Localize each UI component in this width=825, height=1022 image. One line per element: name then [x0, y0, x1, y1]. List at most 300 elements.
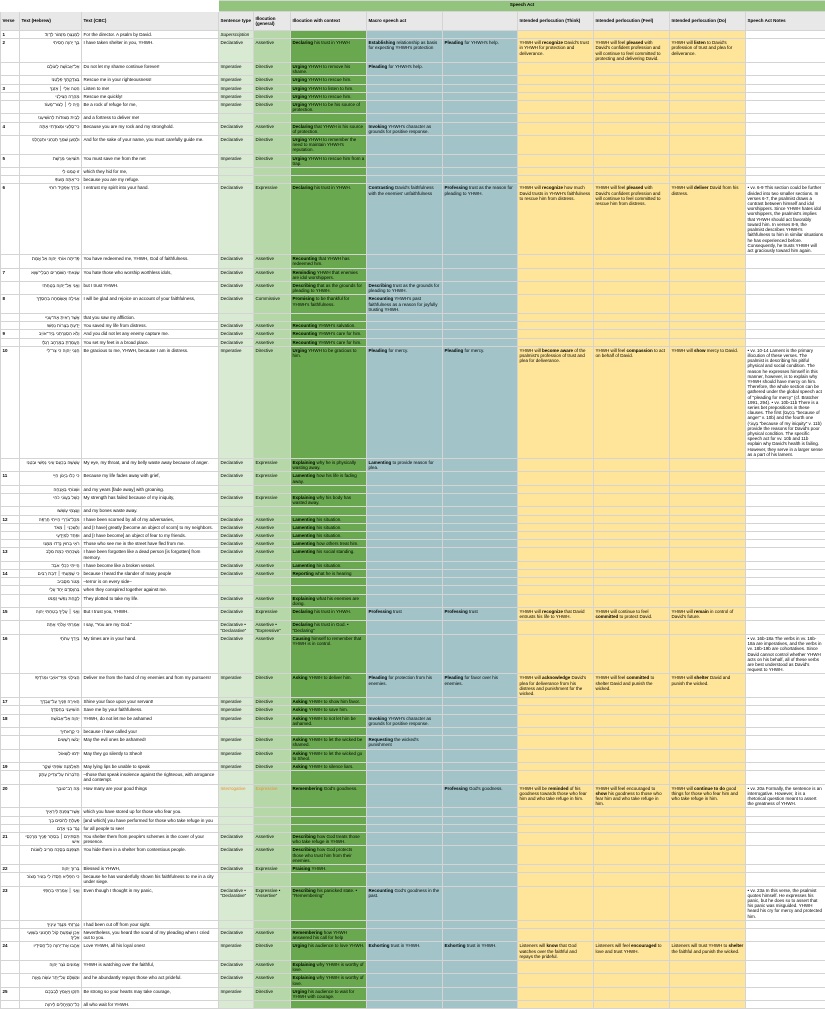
illocution-general: Directive — [254, 749, 291, 762]
speech-act-group-header: Speech Act — [219, 1, 825, 12]
perlocution-feel — [594, 548, 670, 561]
cbc-text: Deliver me from the hand of my enemies and from my pursuers! — [82, 674, 219, 698]
sentence-type: Declarative • "Declarative" — [219, 886, 254, 920]
sentence-type: Interrogative — [219, 784, 254, 808]
perlocution-think — [518, 31, 594, 39]
sentence-type: Declarative — [219, 122, 254, 135]
cbc-text: I will be glad and rejoice on account of your faithfulness, — [82, 295, 219, 314]
perlocution-do: Listeners will trust YHWH to shelter the faithful and punish the wicked. — [670, 942, 746, 961]
perlocution-think — [518, 586, 594, 594]
perlocution-do — [670, 176, 746, 184]
verse-number — [1, 494, 20, 507]
table-row — [1, 727, 825, 735]
perlocution-do — [670, 31, 746, 39]
hebrew-text: כָּל־הַמְיַחֲלִים לַיהוָה׃ — [20, 1001, 82, 1009]
perlocution-feel — [594, 84, 670, 92]
cbc-text: and my bones waste away. — [82, 507, 219, 515]
macro-speech-act-2 — [443, 507, 518, 515]
speech-act-note — [746, 63, 825, 76]
sentence-type: Imperative — [219, 736, 254, 749]
speech-act-note — [746, 295, 825, 314]
cbc-text: But I trust you, YHWH. — [82, 608, 219, 621]
verse-number: 23 — [1, 886, 20, 920]
table-row — [1, 698, 825, 706]
hebrew-text: בָּרוּךְ יְהוָה — [20, 865, 82, 873]
perlocution-do — [670, 532, 746, 540]
perlocution-do: YHWH will remain in control of David's future. — [670, 608, 746, 621]
verse-number — [1, 485, 20, 493]
perlocution-feel — [594, 832, 670, 845]
table-row — [1, 987, 825, 1000]
sentence-type — [219, 1001, 254, 1009]
illocution-context: Urging YHWH to rescue him from a trap. — [291, 154, 367, 167]
perlocution-feel — [594, 168, 670, 176]
macro-speech-act — [367, 621, 443, 634]
macro-speech-act — [367, 313, 443, 321]
macro-speech-act — [367, 92, 443, 100]
hebrew-text: וְלִשְׁכֵנַי ׀ מְאֹד — [20, 523, 82, 531]
macro-speech-act-2 — [443, 886, 518, 920]
sentence-type — [219, 873, 254, 886]
hebrew-text: הַצִּילֵנִי מִיַּד־אוֹיְבַי וּמֵרֹדְפָי׃ — [20, 674, 82, 698]
macro-speech-act — [367, 472, 443, 485]
illocution-general: Directive — [254, 736, 291, 749]
table-row — [1, 961, 825, 974]
perlocution-think — [518, 472, 594, 485]
sentence-type: Declarative — [219, 865, 254, 873]
macro-speech-act-2 — [443, 540, 518, 548]
macro-speech-act — [367, 540, 443, 548]
cbc-text: and [I have] greatly [become an object of scorn] to my neighbors. — [82, 523, 219, 531]
illocution-general — [254, 168, 291, 176]
perlocution-feel — [594, 808, 670, 816]
hebrew-text: וַעֲצָמַי עָשֵׁשׁוּ׃ — [20, 507, 82, 515]
verse-number — [1, 101, 20, 114]
perlocution-think — [518, 749, 594, 762]
perlocution-feel — [594, 873, 670, 886]
illocution-context: Urging YHWH to be his source of protection. — [291, 101, 367, 114]
perlocution-think — [518, 621, 594, 634]
macro-speech-act — [367, 268, 443, 281]
macro-speech-act — [367, 594, 443, 607]
hebrew-text: כִּי שָׁמַעְתִּי ׀ דִּבַּת רַבִּים — [20, 570, 82, 578]
perlocution-feel — [594, 540, 670, 548]
hebrew-text: בְּיָדְךָ עִתֹּתָי — [20, 634, 82, 673]
table-row — [1, 114, 825, 122]
perlocution-think: YHWH will acknowledge David's plea for deliverance from his distress and punishment for the wicked. — [518, 674, 594, 698]
cbc-text: Because you are my rock and my stronghold. — [82, 122, 219, 135]
perlocution-do — [670, 727, 746, 735]
hebrew-text: נִשְׁכַּחְתִּי כְּמֵת מִלֵּב — [20, 548, 82, 561]
illocution-general: Directive — [254, 714, 291, 727]
perlocution-think — [518, 515, 594, 523]
macro-speech-act — [367, 974, 443, 987]
verse-number — [1, 63, 20, 76]
cbc-text: because he has wonderfully shown his faithfulness to me in a city under siege. — [82, 873, 219, 886]
verse-number — [1, 540, 20, 548]
illocution-context: Urging YHWH to be gracious to him. — [291, 346, 367, 458]
hebrew-text: כִּי־סַלְעִי וּמְצוּדָתִי אָתָּה — [20, 122, 82, 135]
column-header: Intended perlocution (Think) — [518, 12, 594, 31]
verse-number — [1, 873, 20, 886]
hebrew-text: זוּ טָמְנוּ לִי — [20, 168, 82, 176]
speech-act-note — [746, 762, 825, 770]
illocution-general: Expressive — [254, 865, 291, 873]
sentence-type — [219, 507, 254, 515]
sentence-type: Declarative — [219, 523, 254, 531]
illocution-context: Explaining why he is physically wasting away. — [291, 459, 367, 472]
table-row — [1, 865, 825, 873]
speech-act-note — [746, 621, 825, 634]
hebrew-text: הָאִירָה פָנֶיךָ עַל־עַבְדֶּךָ — [20, 698, 82, 706]
perlocution-think — [518, 727, 594, 735]
sentence-type: Imperative — [219, 714, 254, 727]
table-row — [1, 39, 825, 63]
verse-number — [1, 1001, 20, 1009]
perlocution-feel — [594, 714, 670, 727]
perlocution-do — [670, 136, 746, 155]
perlocution-do — [670, 824, 746, 832]
perlocution-think — [518, 507, 594, 515]
sentence-type — [219, 816, 254, 824]
perlocution-think — [518, 634, 594, 673]
perlocution-do: YHWH will shelter David and punish the wicked. — [670, 674, 746, 698]
table-row — [1, 346, 825, 458]
speech-act-note — [746, 974, 825, 987]
sentence-type: Declarative — [219, 594, 254, 607]
sentence-type: Superscription — [219, 31, 254, 39]
perlocution-do — [670, 634, 746, 673]
macro-speech-act — [367, 176, 443, 184]
perlocution-think — [518, 706, 594, 714]
perlocution-feel — [594, 92, 670, 100]
sentence-type: Declarative — [219, 846, 254, 865]
sentence-type: Declarative — [219, 961, 254, 974]
hebrew-text: הָיִיתִי כִּכְלִי אֹבֵד׃ — [20, 561, 82, 569]
verse-number: 17 — [1, 698, 20, 706]
table-row — [1, 515, 825, 523]
perlocution-feel — [594, 176, 670, 184]
perlocution-feel — [594, 987, 670, 1000]
illocution-context: Asking YHWH to not let him be ashamed. — [291, 714, 367, 727]
illocution-general — [254, 31, 291, 39]
illocution-general: Assertive — [254, 122, 291, 135]
perlocution-think — [518, 494, 594, 507]
speech-act-note — [746, 39, 825, 63]
verse-number — [1, 532, 20, 540]
macro-speech-act-2 — [443, 873, 518, 886]
hebrew-text: אֲשֶׁר רָאִיתָ אֶת־עָנְיִי — [20, 313, 82, 321]
perlocution-feel — [594, 523, 670, 531]
table-row — [1, 886, 825, 920]
perlocution-do — [670, 122, 746, 135]
illocution-general: Assertive — [254, 281, 291, 294]
verse-number — [1, 824, 20, 832]
perlocution-feel — [594, 255, 670, 268]
sentence-type: Imperative — [219, 698, 254, 706]
sentence-type: Imperative — [219, 346, 254, 458]
hebrew-text: עָשְׁשָׁה בְכַעַס עֵינִי נַפְשִׁי וּבִטְנִי׃ — [20, 459, 82, 472]
speech-act-note — [746, 832, 825, 845]
illocution-general: Expressive • "Assertive" — [254, 886, 291, 920]
hebrew-text: הֱיֵה לִי ׀ לְצוּר־מָעוֹז — [20, 101, 82, 114]
perlocution-think — [518, 268, 594, 281]
macro-speech-act-2 — [443, 824, 518, 832]
hebrew-text: הַדֹּבְרוֹת עַל־צַדִּיק עָתָק — [20, 771, 82, 784]
illocution-context: Urging YHWH to listen to him. — [291, 84, 367, 92]
sentence-type: Declarative — [219, 472, 254, 485]
table-row — [1, 184, 825, 255]
perlocution-think — [518, 101, 594, 114]
speech-act-note — [746, 824, 825, 832]
hebrew-text: חִזְקוּ וְיַאֲמֵץ לְבַבְכֶם — [20, 987, 82, 1000]
perlocution-feel: YHWH will feel pleased with David's confident profession and will continue to feel committed to protecting and delivering David. — [594, 39, 670, 63]
macro-speech-act-2 — [443, 974, 518, 987]
illocution-context: Declaring his trust in God. • "Declaring" — [291, 621, 367, 634]
illocution-general: Assertive — [254, 548, 291, 561]
hebrew-text: יְהוָה אַל־אֵבוֹשָׁה — [20, 714, 82, 727]
perlocution-do — [670, 313, 746, 321]
speech-act-note — [746, 698, 825, 706]
perlocution-do — [670, 706, 746, 714]
macro-speech-act: Recounting God's goodness in the past. — [367, 886, 443, 920]
speech-act-note — [746, 76, 825, 84]
verse-number — [1, 594, 20, 607]
perlocution-think — [518, 886, 594, 920]
sentence-type — [219, 920, 254, 928]
perlocution-do — [670, 873, 746, 886]
illocution-general: Assertive — [254, 929, 291, 942]
perlocution-feel: YHWH will continue to feel committed to protect David. — [594, 608, 670, 621]
illocution-context: Urging his audience to love YHWH. — [291, 942, 367, 961]
hebrew-text: נִגְרַזְתִּי מִנֶּגֶד עֵינֶיךָ — [20, 920, 82, 928]
sentence-type — [219, 578, 254, 586]
hebrew-text: רֹאַי בַּחוּץ נָדְדוּ מִמֶּנִּי׃ — [20, 540, 82, 548]
perlocution-think — [518, 84, 594, 92]
cbc-text: that you saw my affliction. — [82, 313, 219, 321]
verse-number — [1, 561, 20, 569]
verse-number: 2 — [1, 39, 20, 63]
cbc-text: for all people to see! — [82, 824, 219, 832]
cbc-text: and he abundantly repays those who act prideful. — [82, 974, 219, 987]
cbc-text: You set my feet in a broad place. — [82, 338, 219, 346]
cbc-text: because you are my refuge. — [82, 176, 219, 184]
illocution-context — [291, 824, 367, 832]
sentence-type — [219, 808, 254, 816]
cbc-text: YHWH is watching over the faithful, — [82, 961, 219, 974]
verse-number: 8 — [1, 295, 20, 314]
cbc-text: I have been forgotten like a dead person [is forgotten] from memory. — [82, 548, 219, 561]
macro-speech-act-2 — [443, 84, 518, 92]
macro-speech-act — [367, 771, 443, 784]
illocution-general: Directive — [254, 942, 291, 961]
cbc-text: You saved my life from distress. — [82, 322, 219, 330]
illocution-context — [291, 586, 367, 594]
cbc-text: I have become like a broken vessel. — [82, 561, 219, 569]
perlocution-think — [518, 929, 594, 942]
verse-number: 25 — [1, 987, 20, 1000]
column-header-row — [1, 12, 825, 31]
perlocution-feel — [594, 762, 670, 770]
perlocution-think: YHWH will be reminded of his goodness towards those who fear him and who take refuge in him. — [518, 784, 594, 808]
macro-speech-act — [367, 154, 443, 167]
cbc-text: Shine your face upon your servant! — [82, 698, 219, 706]
verse-number: 14 — [1, 570, 20, 578]
cbc-text: because I have called you! — [82, 727, 219, 735]
table-row — [1, 313, 825, 321]
sentence-type: Imperative — [219, 706, 254, 714]
illocution-context — [291, 176, 367, 184]
perlocution-do — [670, 540, 746, 548]
macro-speech-act — [367, 523, 443, 531]
illocution-general — [254, 578, 291, 586]
illocution-context: Causing himself to remember that YHWH is in control. — [291, 634, 367, 673]
perlocution-do — [670, 168, 746, 176]
illocution-general — [254, 808, 291, 816]
cbc-text: My strength has failed because of my iniquity, — [82, 494, 219, 507]
illocution-general: Assertive — [254, 961, 291, 974]
perlocution-do — [670, 515, 746, 523]
perlocution-feel — [594, 865, 670, 873]
cbc-text: And for the sake of your name, you must carefully guide me. — [82, 136, 219, 155]
sentence-type: Imperative — [219, 92, 254, 100]
macro-speech-act — [367, 84, 443, 92]
sentence-type — [219, 771, 254, 784]
macro-speech-act — [367, 762, 443, 770]
perlocution-do — [670, 76, 746, 84]
perlocution-feel — [594, 485, 670, 493]
illocution-general — [254, 114, 291, 122]
perlocution-think — [518, 578, 594, 586]
cbc-text: You shelter them from people's schemes in the cover of your presence. — [82, 832, 219, 845]
macro-speech-act-2: Professing God's goodness. — [443, 784, 518, 808]
verse-number — [1, 507, 20, 515]
macro-speech-act — [367, 873, 443, 886]
perlocution-feel: YHWH will feel pleased with David's confident profession and will continue to feel committed to rescue him from distress. — [594, 184, 670, 255]
perlocution-do — [670, 594, 746, 607]
macro-speech-act — [367, 485, 443, 493]
macro-speech-act: Pleading for mercy. — [367, 346, 443, 458]
sentence-type: Declarative • "Declarative" — [219, 621, 254, 634]
macro-speech-act-2 — [443, 920, 518, 928]
table-body — [1, 31, 825, 1009]
macro-speech-act-2 — [443, 114, 518, 122]
macro-speech-act-2 — [443, 122, 518, 135]
illocution-general — [254, 1001, 291, 1009]
illocution-general: Expressive — [254, 459, 291, 472]
macro-speech-act — [367, 824, 443, 832]
illocution-general: Directive — [254, 698, 291, 706]
speech-act-note — [746, 136, 825, 155]
hebrew-text: נֶגֶד בְּנֵי אָדָם׃ — [20, 824, 82, 832]
macro-speech-act — [367, 330, 443, 338]
hebrew-text: פָּעַלְתָּ לַחֹסִים בָּךְ — [20, 816, 82, 824]
sentence-type: Declarative — [219, 494, 254, 507]
macro-speech-act-2 — [443, 586, 518, 594]
table-row — [1, 920, 825, 928]
macro-speech-act-2 — [443, 515, 518, 523]
sentence-type: Declarative — [219, 548, 254, 561]
macro-speech-act — [367, 570, 443, 578]
speech-act-note — [746, 532, 825, 540]
illocution-context — [291, 507, 367, 515]
illocution-general: Assertive — [254, 515, 291, 523]
illocution-context: Declaring his trust in YHWH. — [291, 184, 367, 255]
perlocution-think — [518, 459, 594, 472]
macro-speech-act-2: Pleading for mercy. — [443, 346, 518, 458]
macro-speech-act-2 — [443, 281, 518, 294]
table-row — [1, 268, 825, 281]
sentence-type: Declarative — [219, 39, 254, 63]
hebrew-text: וּמְשַׁלֵּם עַל־יֶתֶר עֹשֵׂה גַאֲוָה׃ — [20, 974, 82, 987]
column-header: Illocution (general) — [254, 12, 291, 31]
perlocution-think — [518, 816, 594, 824]
macro-speech-act-2 — [443, 338, 518, 346]
illocution-context: Remembering God's goodness. — [291, 784, 367, 808]
perlocution-think: Listeners will know that God watches over the faithful and repays the prideful. — [518, 942, 594, 961]
illocution-general — [254, 586, 291, 594]
column-header: Intended perlocution (Do) — [670, 12, 746, 31]
verse-number — [1, 846, 20, 865]
column-header: Speech Act Notes — [746, 12, 825, 31]
sentence-type — [219, 176, 254, 184]
macro-speech-act: Requesting the wicked's punishment — [367, 736, 443, 749]
macro-speech-act-2 — [443, 168, 518, 176]
illocution-context: Explaining why YHWH is worthy of love. — [291, 974, 367, 987]
verse-number — [1, 961, 20, 974]
macro-speech-act-2 — [443, 101, 518, 114]
macro-speech-act-2 — [443, 846, 518, 865]
hebrew-text: תִּצְפְּנֵם בְּסֻכָּה מֵרִיב לְשֹׁנוֹת׃ — [20, 846, 82, 865]
macro-speech-act-2 — [443, 322, 518, 330]
sentence-type: Declarative — [219, 929, 254, 942]
macro-speech-act: Professing trust — [367, 608, 443, 621]
verse-number: 9 — [1, 330, 20, 338]
table-row — [1, 570, 825, 578]
illocution-context: Recounting YHWH's care for him. — [291, 338, 367, 346]
verse-number: 20 — [1, 784, 20, 808]
perlocution-think — [518, 714, 594, 727]
perlocution-think — [518, 313, 594, 321]
sentence-type — [219, 824, 254, 832]
verse-number — [1, 76, 20, 84]
perlocution-do — [670, 714, 746, 727]
macro-speech-act-2 — [443, 31, 518, 39]
table-row — [1, 816, 825, 824]
speech-act-note — [746, 706, 825, 714]
table-row — [1, 846, 825, 865]
illocution-general: Assertive — [254, 846, 291, 865]
macro-speech-act-2 — [443, 295, 518, 314]
macro-speech-act: Establishing relationship as basis for expecting YHWH's protection — [367, 39, 443, 63]
cbc-text: Because my life fades away with grief, — [82, 472, 219, 485]
hebrew-text: כִּי־אַתָּה מָעוּזִּי׃ — [20, 176, 82, 184]
verse-number — [1, 281, 20, 294]
perlocution-think — [518, 594, 594, 607]
cbc-text: and [I have become] an object of fear to my friends. — [82, 532, 219, 540]
perlocution-feel — [594, 338, 670, 346]
speech-act-note — [746, 873, 825, 886]
verse-number — [1, 920, 20, 928]
cbc-text: Be gracious to me, YHWH, because I am in distress. — [82, 346, 219, 458]
sentence-type: Imperative — [219, 84, 254, 92]
illocution-context: Asking YHWH to let the wicked be shamed. — [291, 736, 367, 749]
macro-speech-act-2: Professing trust — [443, 608, 518, 621]
illocution-context: Describing his panicked state. • "Remembering" — [291, 886, 367, 920]
verse-number: 7 — [1, 268, 20, 281]
column-header: Macro speech act — [367, 12, 443, 31]
illocution-context: Urging YHWH to rescue him. — [291, 92, 367, 100]
